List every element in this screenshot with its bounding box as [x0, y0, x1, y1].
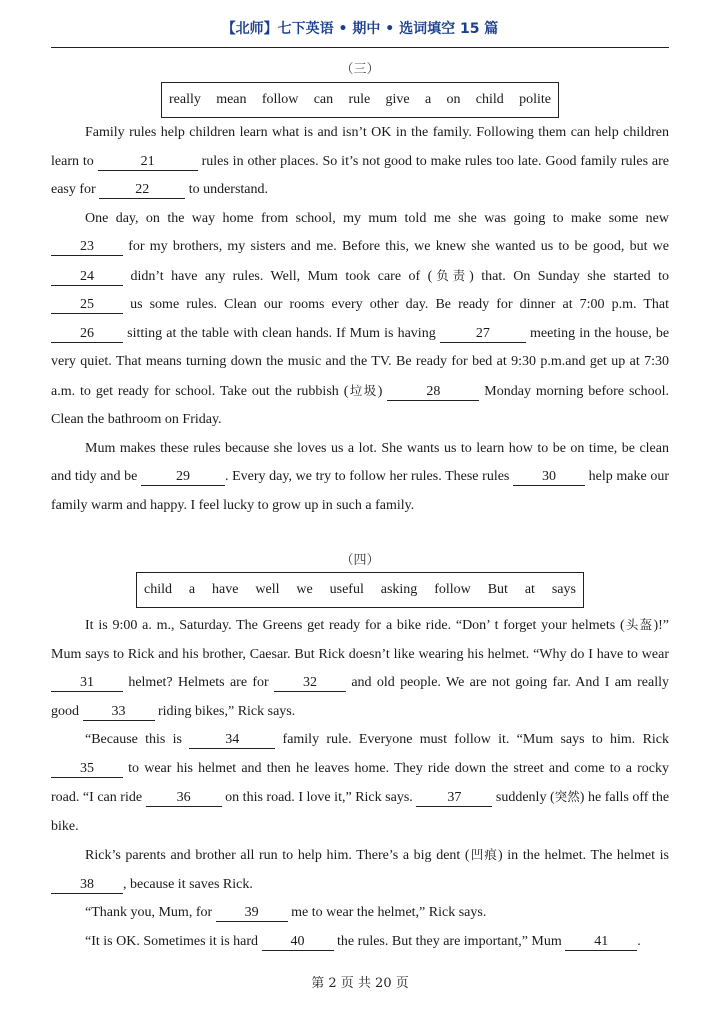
blank-33[interactable]: 33 [83, 704, 155, 721]
text: me to wear the helmet,” Rick says. [291, 905, 487, 920]
text: . [637, 933, 641, 949]
word-bank-item: mean [216, 92, 247, 107]
text: ) that. On Sunday she started to [469, 268, 669, 284]
blank-32[interactable]: 32 [274, 675, 346, 692]
text: to understand. [188, 182, 269, 197]
word-bank-item: we [296, 582, 313, 597]
text: on this road. I love it,” Rick says. [225, 790, 413, 805]
text: Rick’s parents and brother all run to help him. There’s a big dent ( [85, 848, 470, 863]
text: helmet? Helmets are for [128, 675, 269, 690]
header-divider [51, 47, 669, 48]
text: “Because this is [85, 732, 182, 747]
paragraph [51, 205, 669, 435]
blank-35[interactable]: 35 [51, 761, 123, 778]
blank-22[interactable]: 22 [99, 182, 185, 199]
word-bank-item: polite [519, 92, 551, 107]
word-bank-item: useful [329, 582, 364, 597]
blank-38[interactable]: 38 [51, 877, 123, 894]
page-header: 【北师】七下英语 • 期中 • 选词填空 15 篇 [221, 21, 499, 37]
text: “It is OK. Sometimes it is hard [85, 933, 259, 949]
word-bank-item: says [551, 582, 576, 597]
blank-31[interactable]: 31 [51, 675, 123, 692]
text: the rules. But they are important,” Mum [337, 933, 562, 949]
word-bank-item: can [313, 92, 334, 107]
text: Monday morning before school. Clean the bathroom on Friday. [51, 383, 670, 427]
text: to wear his helmet and then he leaves home. They ride down the street and come to a rocky road. “I can ride [51, 760, 670, 805]
text: for my brothers, my sisters and me. Before this, we knew she wanted us to be good, but we [128, 239, 670, 254]
blank-28[interactable]: 28 [387, 384, 479, 401]
text: Family rules help children learn what is and isn’t OK in the family. Following them can help children learn to [51, 125, 669, 169]
text: ) he falls off the bike. [51, 790, 670, 834]
text: “Thank you, Mum, for [85, 905, 213, 920]
word-bank-item: really [169, 92, 201, 107]
chinese-gloss: 突然 [554, 789, 580, 804]
text: suddenly ( [495, 790, 555, 805]
section-title-4: （四） [340, 553, 380, 568]
blank-27[interactable]: 27 [440, 326, 526, 343]
blank-39[interactable]: 39 [216, 905, 288, 922]
text: meeting in the house, be very quiet. That means turning down the music and the TV. Be ready for bed at 9:30 p.m.and get up at 7:30 a.m. to get ready for school. Take out the rubbish ( [51, 325, 670, 399]
text: Mum makes these rules because she loves us a lot. She wants us to learn how to be on time, be clean and tidy and be [51, 440, 669, 484]
text: family rule. Everyone must follow it. “Mum says to him. Rick [282, 732, 670, 747]
word-bank-item: follow [261, 92, 299, 107]
text: , because it saves Rick. [123, 876, 253, 892]
word-bank-item: follow [434, 582, 471, 597]
text: It is 9:00 a. m., Saturday. The Greens get ready for a bike ride. “Don’ t forget your helmets ( [85, 618, 625, 633]
word-bank-item: give [385, 92, 410, 107]
blank-40[interactable]: 40 [262, 934, 334, 951]
blank-24[interactable]: 24 [51, 269, 123, 286]
chinese-gloss: 头盔 [624, 617, 654, 632]
paragraph [51, 119, 669, 205]
blank-23[interactable]: 23 [51, 239, 123, 256]
word-bank-item: child [475, 92, 504, 107]
blank-37[interactable]: 37 [416, 790, 492, 807]
blank-34[interactable]: 34 [189, 732, 275, 749]
blank-41[interactable]: 41 [565, 934, 637, 951]
word-bank-item: on [446, 92, 461, 107]
section-title-3: （三） [340, 62, 380, 77]
chinese-gloss: 凹痕 [469, 847, 498, 862]
paragraph [51, 841, 669, 899]
paragraph [51, 726, 669, 841]
paragraph [51, 928, 669, 957]
word-bank-item: at [524, 582, 535, 597]
text: and old people. We are not going far. And I am really good [51, 675, 669, 719]
word-bank-item: a [188, 582, 196, 597]
chinese-gloss: 垃圾 [348, 382, 378, 398]
blank-30[interactable]: 30 [513, 469, 585, 486]
text: ) in the helmet. The helmet is [498, 848, 669, 863]
text: us some rules. Clean our rooms every other day. Be ready for dinner at 7:00 p.m. That [130, 297, 669, 312]
word-bank-item: rule [348, 92, 371, 107]
passage-3 [51, 119, 669, 520]
paragraph [51, 611, 669, 726]
text: rules in other places. So it’s not good to make rules too late. Good family rules are easy for [51, 153, 670, 197]
blank-21[interactable]: 21 [98, 154, 198, 171]
paragraph [51, 899, 669, 928]
word-bank-item: But [487, 582, 508, 597]
text: ) [377, 383, 383, 399]
text: . Every day, we try to follow her rules. These rules [224, 469, 510, 484]
passage-4 [51, 611, 669, 956]
text: sitting at the table with clean hands. If Mum is having [127, 325, 436, 341]
word-bank-4 [136, 572, 584, 608]
text: didn’t have any rules. Well, Mum took care of ( [130, 268, 433, 284]
text: )!” Mum says to Rick and his brother, Caesar. But Rick doesn’t like wearing his helmet. “Why do I have to wear [51, 618, 669, 662]
word-bank-item: well [255, 582, 280, 597]
text: help make our family warm and happy. I feel lucky to grow up in such a family. [51, 469, 670, 513]
page-footer: 第 2 页 共 20 页 [311, 976, 409, 991]
blank-26[interactable]: 26 [51, 326, 123, 343]
word-bank-item: asking [380, 582, 418, 597]
text: One day, on the way home from school, my mum told me she was going to make some new [85, 210, 669, 226]
blank-29[interactable]: 29 [141, 469, 225, 486]
word-bank-item: child [144, 582, 172, 597]
chinese-gloss: 负责 [432, 267, 470, 283]
word-bank-item: a [424, 92, 432, 107]
paragraph [51, 435, 669, 521]
text: riding bikes,” Rick says. [158, 703, 296, 719]
blank-36[interactable]: 36 [146, 790, 222, 807]
word-bank-3 [161, 82, 559, 118]
word-bank-item: have [212, 582, 239, 597]
blank-25[interactable]: 25 [51, 297, 123, 314]
